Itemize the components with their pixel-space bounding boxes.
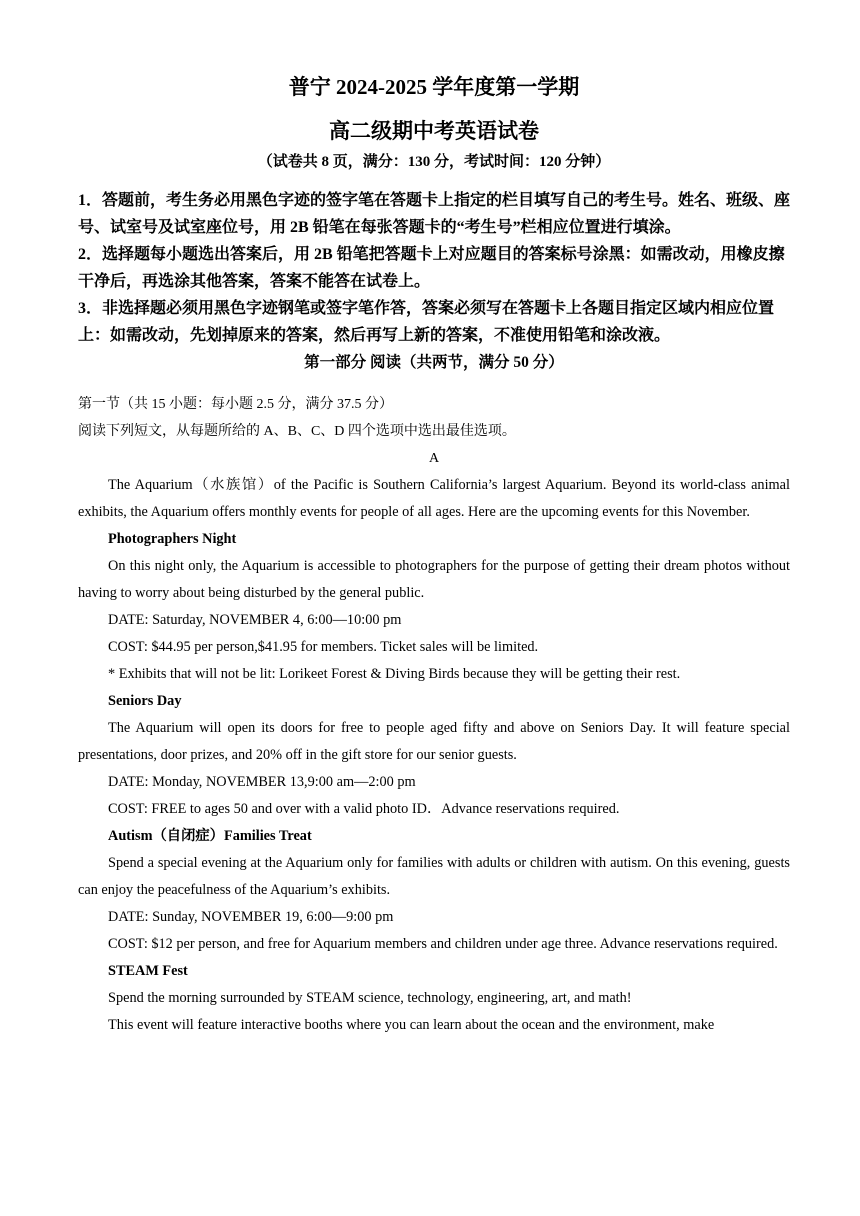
event-description-continued: This event will feature interactive booths where you can learn about the ocean and the environment, make [108, 1016, 715, 1033]
exam-title-line2: 高二级期中考英语试卷 [329, 119, 539, 143]
exam-page [78, 72, 790, 1039]
event-cost: COST: $44.95 per person,$41.95 for members. Ticket sales will be limited. [108, 638, 539, 655]
event-cost: COST: $12 per person, and free for Aquarium members and children under age three. Advance reservations required. [108, 935, 778, 952]
event-title: Autism（自闭症）Families Treat [108, 827, 312, 844]
event-date: DATE: Monday, NOVEMBER 13,9:00 am—2:00 pm [108, 773, 416, 790]
event-cost: COST: FREE to ages 50 and over with a valid photo ID．Advance reservations required. [108, 800, 620, 817]
event-description: The Aquarium will open its doors for free to people aged fifty and above on Seniors Day. It will feature special presentations, door prizes, and 20% off in the gift store for our senior guests. [78, 719, 790, 763]
instruction-3: 3．非选择题必须用黑色字迹钢笔或签字笔作答，答案必须写在答题卡上各题目指定区域内相应位置上：如需改动，先划掉原来的答案，然后再写上新的答案，不准使用铅笔和涂改液。 [78, 300, 775, 344]
passage-intro: The Aquarium（水族馆）of the Pacific is Southern California’s largest Aquarium. Beyond its world-class animal exhibits, the Aquarium offers monthly events for people of all ages. Here are the upcoming events for this November. [78, 476, 790, 520]
event-description: Spend the morning surrounded by STEAM science, technology, engineering, art, and math! [108, 989, 632, 1006]
event-title: Photographers Night [108, 530, 237, 547]
instruction-1: 1．答题前，考生务必用黑色字迹的签字笔在答题卡上指定的栏目填写自己的考生号。姓名、班级、座号、试室号及试室座位号，用 2B 铅笔在每张答题卡的“考生号”栏相应位置进行填涂。 [78, 192, 791, 236]
exam-meta: （试卷共 8 页，满分：130 分，考试时间：120 分钟） [257, 154, 611, 170]
event-date: DATE: Saturday, NOVEMBER 4, 6:00—10:00 pm [108, 611, 402, 628]
event-description: On this night only, the Aquarium is accessible to photographers for the purpose of getting their dream photos without having to worry about being disturbed by the general public. [78, 557, 790, 601]
instruction-2: 2．选择题每小题选出答案后，用 2B 铅笔把答题卡上对应题目的答案标号涂黑：如需改动，用橡皮擦干净后，再选涂其他答案，答案不能答在试卷上。 [78, 246, 785, 290]
event-title: STEAM Fest [108, 962, 188, 979]
passage-label: A [428, 450, 440, 466]
section-note: 第一节（共 15 小题：每小题 2.5 分，满分 37.5 分） [78, 396, 393, 412]
part1-heading: 第一部分 阅读（共两节，满分 50 分） [304, 354, 564, 371]
exam-title-line1: 普宁 2024-2025 学年度第一学期 [288, 75, 580, 99]
event-date: DATE: Sunday, NOVEMBER 19, 6:00—9:00 pm [108, 908, 394, 925]
event-title: Seniors Day [108, 692, 182, 709]
event-note: * Exhibits that will not be lit: Lorikeet Forest & Diving Birds because they will be getting their rest. [108, 665, 681, 682]
directions: 阅读下列短文，从每题所给的 A、B、C、D 四个选项中选出最佳选项。 [78, 423, 516, 439]
event-description: Spend a special evening at the Aquarium only for families with adults or children with autism. On this evening, guests can enjoy the peacefulness of the Aquarium’s exhibits. [78, 854, 790, 898]
